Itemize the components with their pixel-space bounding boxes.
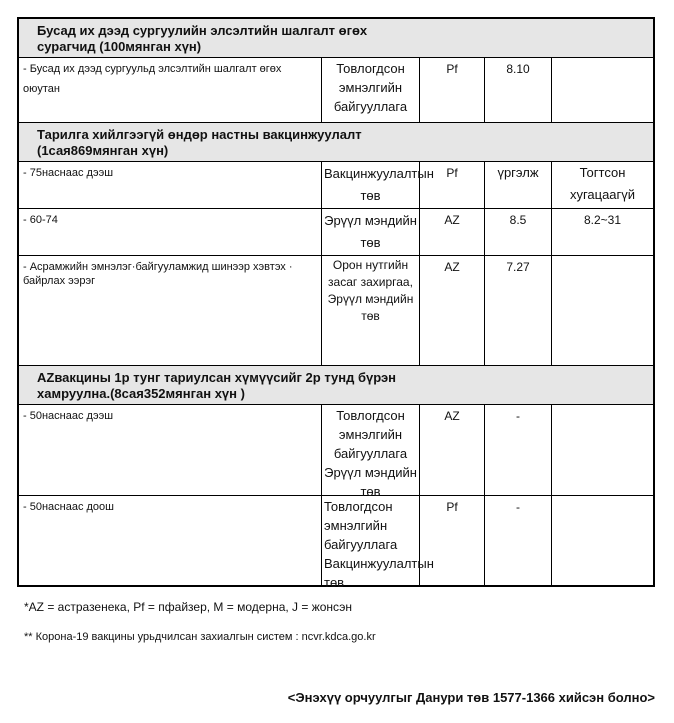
- vaccine-cell: AZ: [420, 209, 485, 255]
- table-row: [19, 256, 653, 366]
- table-row: [19, 209, 653, 256]
- extra-cell: [552, 58, 653, 122]
- date-cell: -: [485, 405, 552, 495]
- table-row: [19, 405, 653, 499]
- section-title: Бусад их дээд сургуулийн элсэлтийн шалгалт өгөх: [37, 23, 368, 38]
- vaccine-cell: Pf: [420, 58, 485, 122]
- translation-credit: <Энэхүү орчуулгыг Данури төв 1577-1366 хийсэн болно>: [287, 690, 655, 705]
- section-header: [19, 19, 653, 58]
- section-subtitle: (1сая869мянган хүн): [37, 143, 169, 158]
- location-cell: Орон нутгийн засаг захиргаа, Эрүүл мэндийн төв: [322, 256, 420, 365]
- vaccine-abbreviation-note: *AZ = астразенека, Pf = пфайзер, M = модерна, J = жонсэн: [24, 600, 352, 614]
- section-header: [19, 123, 653, 162]
- location-cell: Вакцинжуулалтын төв: [322, 162, 420, 208]
- table-row: [19, 58, 653, 123]
- reservation-system-note: ** Корона-19 вакцины урьдчилсан захиалгын систем : ncvr.kdca.go.kr: [24, 631, 376, 643]
- vaccine-cell: Pf: [420, 162, 485, 208]
- vaccine-cell: AZ: [420, 256, 485, 365]
- date-cell: үргэлж: [485, 162, 552, 208]
- vaccination-schedule-table: [17, 17, 655, 590]
- extra-cell: [552, 256, 653, 365]
- date-cell: 7.27: [485, 256, 552, 365]
- target-group-cell: - 60-74: [19, 209, 322, 255]
- section-subtitle: хамруулна.(8сая352мянган хүн ): [37, 386, 245, 401]
- target-group-cell: - 50наснаас дээш: [19, 405, 322, 495]
- table-row: [19, 162, 653, 209]
- location-cell: Товлогдсон эмнэлгийн байгууллага Вакцинжуулалтын төв: [322, 496, 420, 585]
- section-header: [19, 366, 653, 405]
- date-cell: 8.5: [485, 209, 552, 255]
- date-cell: 8.10: [485, 58, 552, 122]
- target-group-cell: - Асрамжийн эмнэлэг·байгууламжид шинээр хэвтэх · байрлах ээрэг: [19, 256, 322, 365]
- extra-cell: [552, 496, 653, 585]
- extra-cell: [552, 405, 653, 495]
- date-cell: -: [485, 496, 552, 585]
- section-title: AZвакцины 1р тунг тариулсан хүмүүсийг 2р тунд бүрэн: [37, 370, 397, 385]
- section-title: Тарилга хийлгээгүй өндөр настны вакцинжуулалт: [37, 127, 362, 142]
- location-cell: Товлогдсон эмнэлгийн байгууллага: [322, 58, 420, 122]
- table-row: [19, 496, 653, 590]
- section-subtitle: сурагчид (100мянган хүн): [37, 39, 202, 54]
- extra-cell: 8.2~31: [583, 213, 622, 227]
- target-group-cell: - Бусад их дээд сургуульд элсэлтийн шалгалт өгөх оюутан: [19, 58, 322, 122]
- location-cell: Эрүүл мэндийн төв: [322, 209, 420, 255]
- vaccine-cell: AZ: [420, 405, 485, 495]
- target-group-cell: - 50наснаас доош: [19, 496, 322, 585]
- vaccine-cell: Pf: [420, 496, 485, 585]
- extra-cell: Тогтсон хугацаагүй: [569, 165, 636, 202]
- location-cell: Товлогдсон эмнэлгийн байгууллага Эрүүл мэндийн төв: [322, 405, 420, 495]
- target-group-cell: - 75наснаас дээш: [19, 162, 322, 208]
